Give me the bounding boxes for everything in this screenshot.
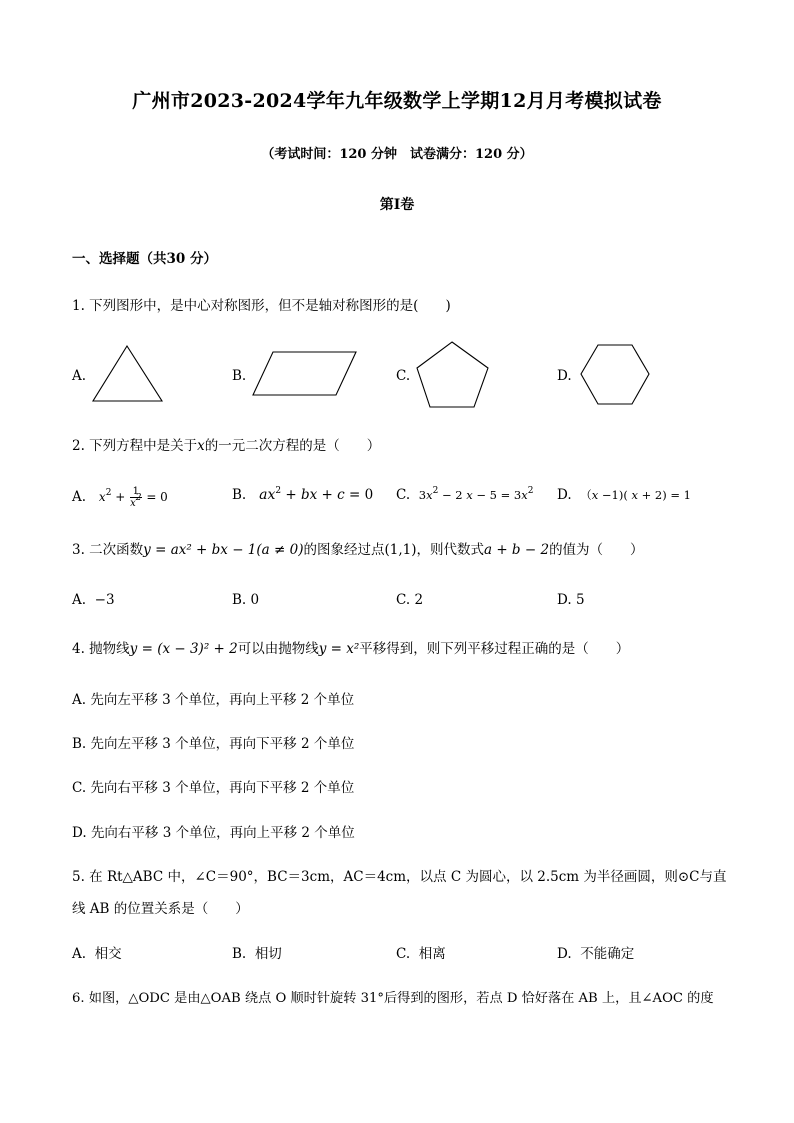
parallelogram-figure	[252, 350, 360, 398]
question-3-stem: 3. 二次函数y = ax² + bx − 1(a ≠ 0)的图象经过点(1,1)，则代数式a + b − 2的值为（ ）	[72, 542, 644, 558]
q4-option-b: B. 先向左平移 3 个单位，再向下平移 2 个单位	[72, 736, 355, 752]
question-1-stem: 1. 下列图形中，是中心对称图形，但不是轴对称图形的是( )	[72, 298, 451, 314]
q2-option-d: D. （x −1)( x + 2) = 1	[557, 487, 691, 503]
q2-option-b: B. $ax^2$ + bx + c = 0	[232, 486, 374, 503]
q4-option-d: D. 先向右平移 3 个单位，再向上平移 2 个单位	[72, 825, 355, 841]
q3-option-b: B. 0	[232, 592, 260, 608]
exam-subtitle: （考试时间：120 分钟 试卷满分：120 分）	[261, 147, 533, 162]
pentagon-figure	[415, 340, 491, 410]
section-heading: 一、选择题（共30 分）	[72, 251, 217, 267]
q5-option-a: A. 相交	[72, 946, 122, 962]
exam-title: 广州市2023-2024学年九年级数学上学期12月月考模拟试卷	[132, 90, 662, 112]
q1-option-a-label: A.	[72, 368, 87, 384]
triangle-figure	[92, 343, 164, 405]
question-5-stem-line2: 线 AB 的位置关系是（ ）	[72, 901, 249, 917]
q2-option-a: A. $x^2$ + $\frac{1}{x^2}$ = 0	[72, 486, 168, 509]
question-5-stem-line1: 5. 在 Rt△ABC 中，∠C＝90°，BC＝3cm，AC＝4cm，以点 C 为圆心，以 2.5cm 为半径画圆，则⊙C与直	[72, 869, 727, 885]
q3-option-d: D. 5	[557, 592, 585, 608]
q2-option-c: C. $3x^2 - 2$ $x - 5 = 3x^2$	[396, 486, 534, 503]
question-6-stem-line1: 6. 如图，△ODC 是由△OAB 绕点 O 顺时针旋转 31°后得到的图形，若点 D 恰好落在 AB 上，且∠AOC 的度	[72, 991, 714, 1006]
question-2-stem: 2. 下列方程中是关于x的一元二次方程的是（ ）	[72, 438, 381, 454]
q5-option-d: D. 不能确定	[557, 946, 635, 962]
q1-option-d-label: D.	[557, 368, 572, 384]
hexagon-figure	[580, 343, 652, 407]
q4-option-a: A. 先向左平移 3 个单位，再向上平移 2 个单位	[72, 692, 355, 708]
q3-option-a: A. −3	[72, 592, 115, 608]
q1-option-c-label: C.	[396, 368, 411, 384]
question-4-stem: 4. 抛物线y = (x − 3)² + 2可以由抛物线y = x²平移得到，则下列平移过程正确的是（ ）	[72, 641, 630, 657]
q3-option-c: C. 2	[396, 592, 424, 608]
q5-option-b: B. 相切	[232, 946, 282, 962]
q4-option-c: C. 先向右平移 3 个单位，再向下平移 2 个单位	[72, 780, 355, 796]
q5-option-c: C. 相离	[396, 946, 446, 962]
volume-heading: 第Ⅰ卷	[379, 197, 415, 213]
q1-option-b-label: B.	[232, 368, 247, 384]
